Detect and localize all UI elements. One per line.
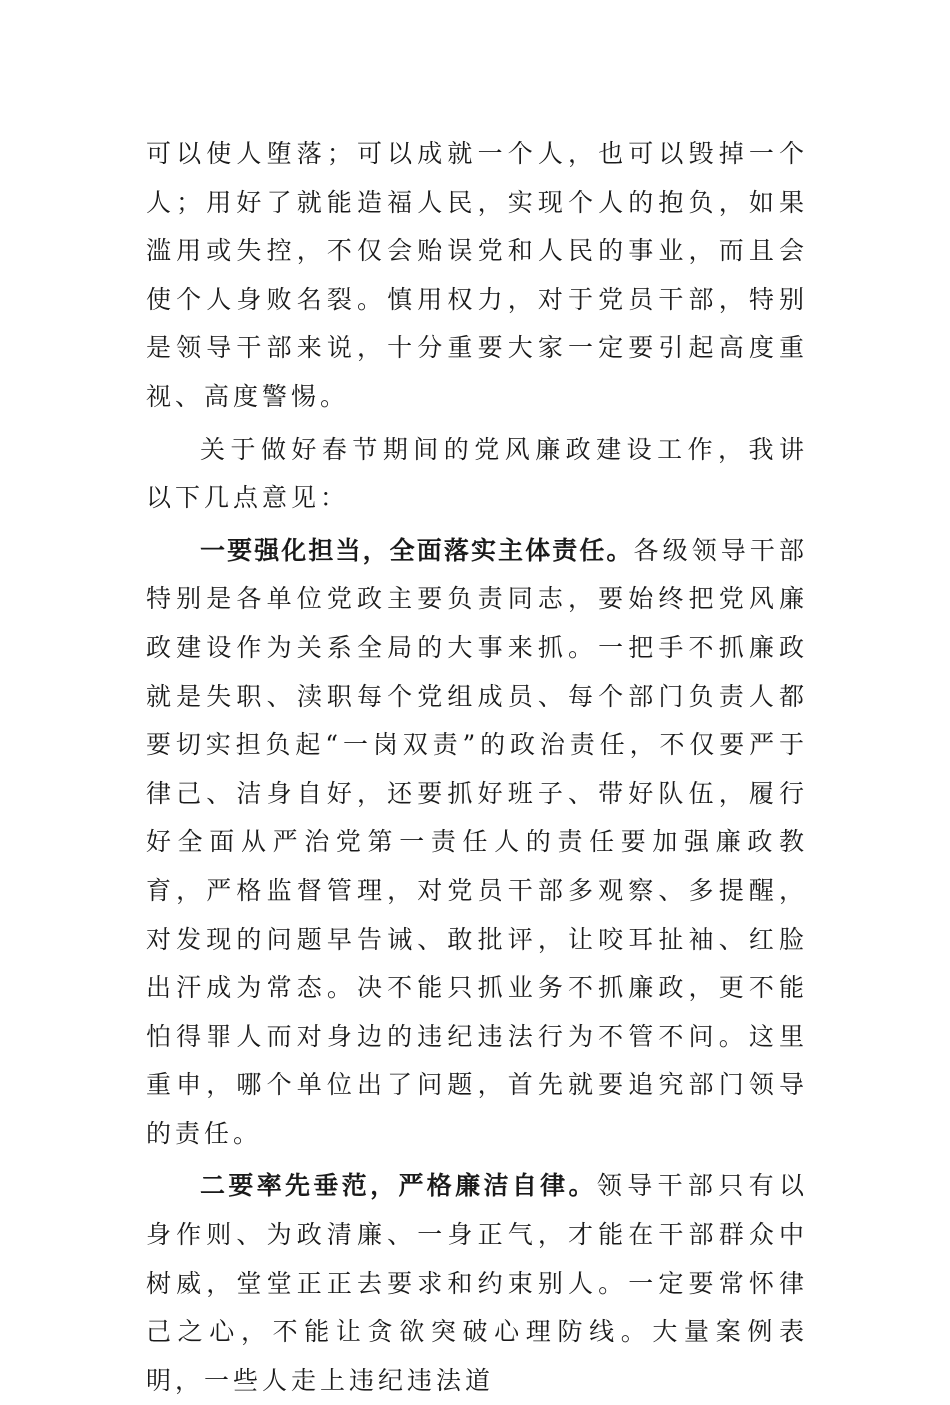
paragraph-continuation: 可以使人堕落；可以成就一个人，也可以毁掉一个人；用好了就能造福人民，实现个人的抱负，如果滥用或失控，不仅会贻误党和人民的事业，而且会使个人身败名裂。慎用权力，对于党员干部，特别是领导干部来说，十分重要大家一定要引起高度重视、高度警惕。 [146,139,808,411]
paragraph-point-two [146,1162,808,1405]
point-two-heading: 二要率先垂范，严格廉洁自律。 [200,1171,597,1201]
point-one-heading: 一要强化担当，全面落实主体责任。 [200,535,634,565]
paragraph-point-one [146,527,808,1159]
point-two-body: 领导干部只有以身作则、为政清廉、一身正气，才能在干部群众中树威，堂堂正正去要求和约束别人。一定要常怀律己之心，不能让贪欲突破心理防线。大量案例表明，一些人走上违纪违法道 [146,1171,808,1395]
document-body [146,130,808,1405]
point-one-body: 各级领导干部特别是各单位党政主要负责同志，要始终把党风廉政建设作为关系全局的大事来抓。一把手不抓廉政就是失职、渎职每个党组成员、每个部门负责人都要切实担负起“一岗双责”的政治责任，不仅要严于律己、洁身自好，还要抓好班子、带好队伍，履行好全面从严治党第一责任人的责任要加强廉政教育，严格监督管理，对党员干部多观察、多提醒，对发现的问题早告诫、敢批评，让咬耳扯袖、红脸出汗成为常态。决不能只抓业务不抓廉政，更不能怕得罪人而对身边的违纪违法行为不管不问。这里重申，哪个单位出了问题，首先就要追究部门领导的责任。 [146,535,808,1148]
paragraph-intro: 关于做好春节期间的党风廉政建设工作，我讲以下几点意见： [146,434,808,513]
